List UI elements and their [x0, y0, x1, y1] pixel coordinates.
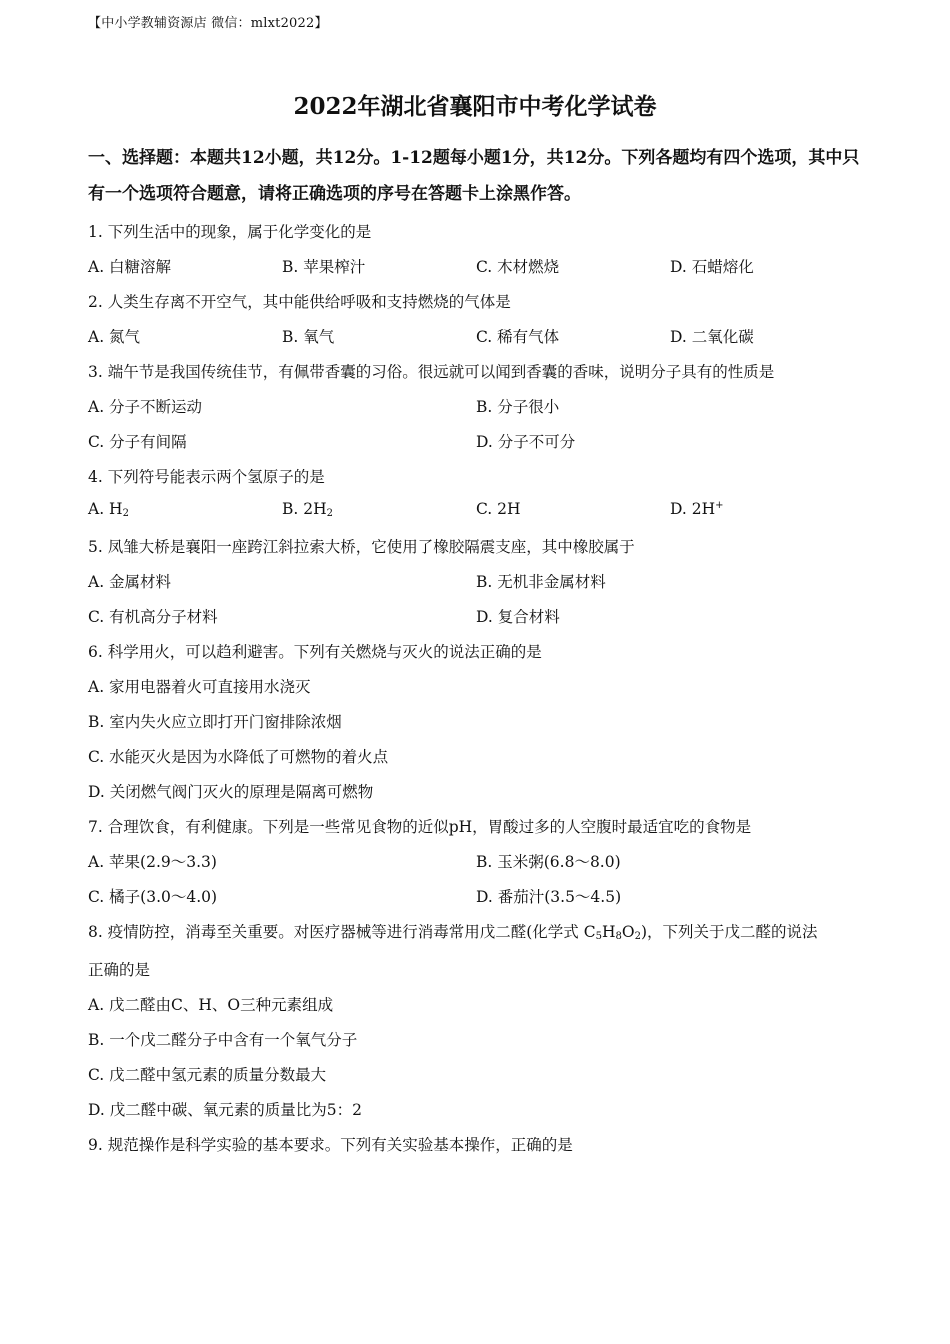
question-stem-8: 8. 疫情防控，消毒至关重要。对医疗器械等进行消毒常用戊二醛(化学式 $C_5H_8O_2$)，下列关于戊二醛的说法: [88, 923, 818, 942]
question-stem-6: 6. 科学用火，可以趋利避害。下列有关燃烧与灭火的说法正确的是: [88, 643, 542, 661]
question-1-option-b: B. 苹果榨汁: [282, 258, 366, 276]
question-4-option-b: B. $2H_2$: [282, 500, 333, 519]
question-stem-2: 2. 人类生存离不开空气，其中能供给呼吸和支持燃烧的气体是: [88, 293, 511, 311]
question-2-option-b: B. 氧气: [282, 328, 335, 346]
question-7-option-d: D. 番茄汁(3.5～4.5): [476, 888, 622, 906]
question-8-option-c: C. 戊二醛中氢元素的质量分数最大: [88, 1066, 327, 1084]
question-stem-9: 9. 规范操作是科学实验的基本要求。下列有关实验基本操作，正确的是: [88, 1136, 573, 1154]
question-8-option-a: A. 戊二醛由C、H、O三种元素组成: [88, 996, 334, 1014]
question-stem-1: 1. 下列生活中的现象，属于化学变化的是: [88, 223, 372, 241]
header-note: 【中小学教辅资源店 微信：mlxt2022】: [88, 16, 328, 31]
question-5-option-a: A. 金属材料: [88, 573, 172, 591]
question-7-option-a: A. 苹果(2.9～3.3): [88, 853, 217, 871]
question-1-option-d: D. 石蜡熔化: [670, 258, 754, 276]
question-stem-4: 4. 下列符号能表示两个氢原子的是: [88, 468, 325, 486]
question-4-option-d: D. 2H+: [670, 500, 724, 518]
question-6-option-b: B. 室内失火应立即打开门窗排除浓烟: [88, 713, 342, 731]
question-6-option-c: C. 水能灭火是因为水降低了可燃物的着火点: [88, 748, 389, 766]
question-2-option-a: A. 氮气: [88, 328, 141, 346]
question-6-option-d: D. 关闭燃气阀门灭火的原理是隔离可燃物: [88, 783, 374, 801]
question-8-option-d: D. 戊二醛中碳、氧元素的质量比为5：2: [88, 1101, 362, 1119]
question-3-option-d: D. 分子不可分: [476, 433, 576, 451]
question-8-option-b: B. 一个戊二醛分子中含有一个氧气分子: [88, 1031, 358, 1049]
question-2-option-c: C. 稀有气体: [476, 328, 560, 346]
question-5-option-b: B. 无机非金属材料: [476, 573, 606, 591]
question-stem-8-continued: 正确的是: [88, 961, 151, 979]
question-5-option-c: C. 有机高分子材料: [88, 608, 218, 626]
question-7-option-c: C. 橘子(3.0～4.0): [88, 888, 218, 906]
section-heading: 一、选择题：本题共12小题，共12分。1-12题每小题1分，共12分。下列各题均有四个选项，其中只有一个选项符合题意，请将正确选项的序号在答题卡上涂黑作答。: [88, 148, 860, 204]
question-4-option-c: C. 2H: [476, 500, 521, 518]
question-4-option-a: A. $H_2$: [88, 500, 129, 519]
question-stem-5: 5. 凤雏大桥是襄阳一座跨江斜拉索大桥，它使用了橡胶隔震支座，其中橡胶属于: [88, 538, 635, 556]
question-1-option-a: A. 白糖溶解: [88, 258, 172, 276]
question-2-option-d: D. 二氧化碳: [670, 328, 754, 346]
question-3-option-c: C. 分子有间隔: [88, 433, 187, 451]
question-1-option-c: C. 木材燃烧: [476, 258, 560, 276]
question-3-option-b: B. 分子很小: [476, 398, 560, 416]
question-5-option-d: D. 复合材料: [476, 608, 560, 626]
page-title: 2022年湖北省襄阳市中考化学试卷: [293, 93, 657, 120]
question-6-option-a: A. 家用电器着火可直接用水浇灭: [88, 678, 311, 696]
question-stem-7: 7. 合理饮食，有利健康。下列是一些常见食物的近似pH，胃酸过多的人空腹时最适宜吃的食物是: [88, 818, 752, 836]
question-7-option-b: B. 玉米粥(6.8～8.0): [476, 853, 621, 871]
question-3-option-a: A. 分子不断运动: [88, 398, 203, 416]
question-stem-3: 3. 端午节是我国传统佳节，有佩带香囊的习俗。很远就可以闻到香囊的香味，说明分子具有的性质是: [88, 363, 775, 381]
